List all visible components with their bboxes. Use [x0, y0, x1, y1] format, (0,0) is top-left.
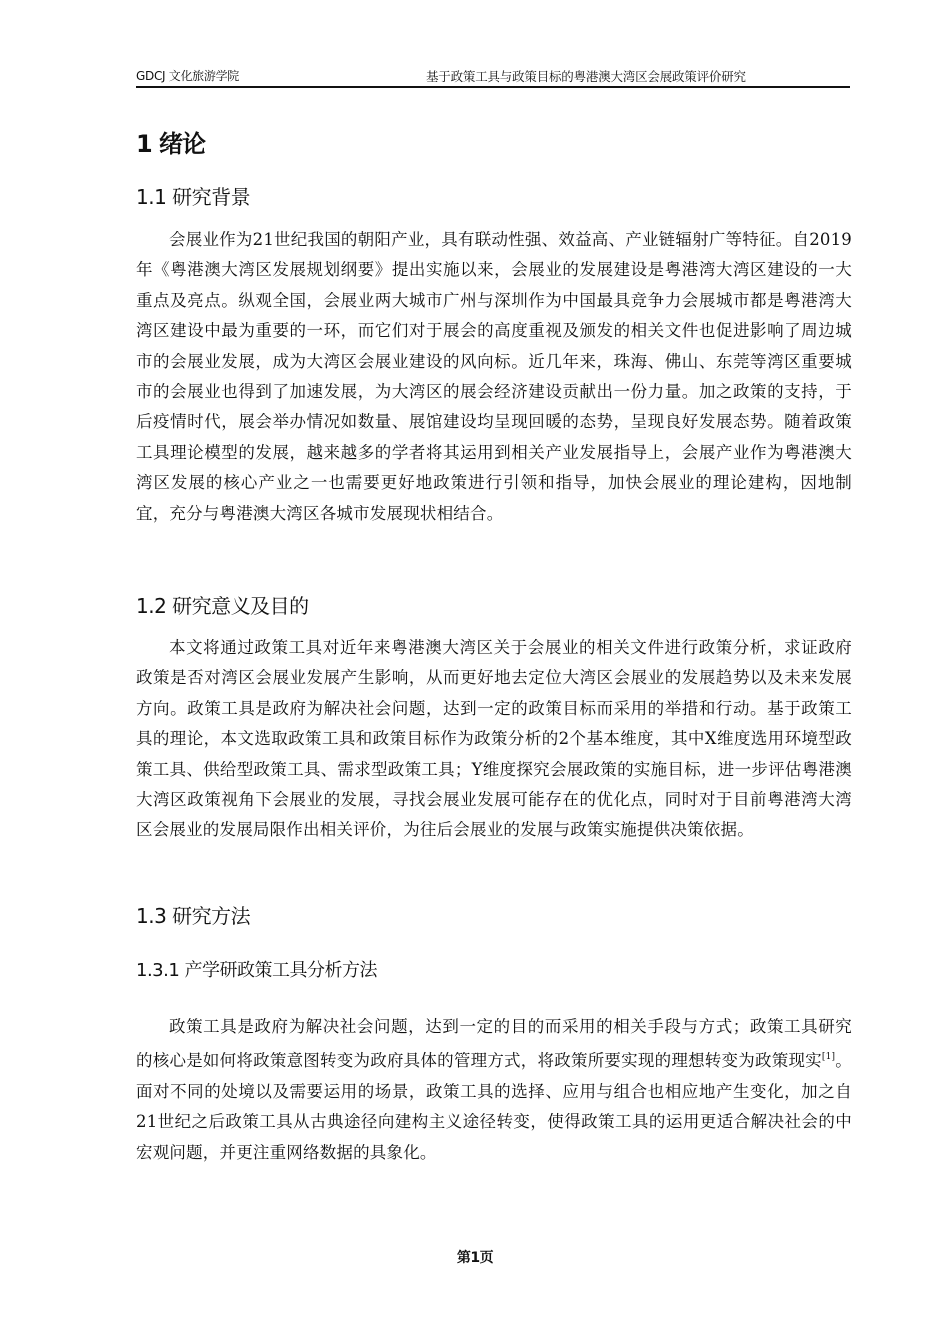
subsection-1-3-1-paragraph: [136, 1012, 852, 1168]
paragraph-text-part2: 。面对不同的处境以及需要运用的场景，政策工具的选择、应用与组合也相应地产生变化，加之自21世纪之后政策工具从古典途径向建构主义途径转变，使得政策工具的运用更适合解决社会的中宏观问题，并更注重网络数据的具象化。: [136, 1051, 852, 1162]
header-institution: GDCJ 文化旅游学院: [136, 69, 239, 83]
citation-ref[interactable]: [1]: [821, 1052, 836, 1063]
page-header: [136, 66, 850, 88]
header-thesis-title: 基于政策工具与政策目标的粤港澳大湾区会展政策评价研究: [426, 69, 746, 84]
chapter-title: 1 绪论: [136, 130, 206, 158]
page-number: 第1页: [456, 1250, 494, 1266]
section-1-1-paragraph: 会展业作为21世纪我国的朝阳产业，具有联动性强、效益高、产业链辐射广等特征。自2019年《粤港澳大湾区发展规划纲要》提出实施以来，会展业的发展建设是粤港湾大湾区建设的一大重点及亮点。纵观全国，会展业两大城市广州与深圳作为中国最具竞争力会展城市都是粤港湾大湾区建设中最为重要的一环，而它们对于展会的高度重视及颁发的相关文件也促进影响了周边城市的会展业发展，成为大湾区会展业建设的风向标。近几年来，珠海、佛山、东莞等湾区重要城市的会展业也得到了加速发展，为大湾区的展会经济建设贡献出一份力量。加之政策的支持，于后疫情时代，展会举办情况如数量、展馆建设均呈现回暖的态势，呈现良好发展态势。随着政策工具理论模型的发展，越来越多的学者将其运用到相关产业发展指导上，会展产业作为粤港澳大湾区发展的核心产业之一也需要更好地政策进行引领和指导，加快会展业的理论建构，因地制宜，充分与粤港澳大湾区各城市发展现状相结合。: [136, 230, 852, 523]
section-title-1-3: 1.3 研究方法: [136, 904, 251, 928]
subsection-title-1-3-1: 1.3.1 产学研政策工具分析方法: [136, 960, 378, 981]
paragraph-text-part1: 政策工具是政府为解决社会问题，达到一定的目的而采用的相关手段与方式；政策工具研究的核心是如何将政策意图转变为政府具体的管理方式，将政策所要实现的理想转变为政策现实: [136, 1017, 852, 1071]
section-title-1-1: 1.1 研究背景: [136, 185, 251, 209]
section-title-1-2: 1.2 研究意义及目的: [136, 594, 309, 618]
section-1-2-paragraph: 本文将通过政策工具对近年来粤港澳大湾区关于会展业的相关文件进行政策分析，求证政府政策是否对湾区会展业发展产生影响，从而更好地去定位大湾区会展业的发展趋势以及未来发展方向。政策工具是政府为解决社会问题，达到一定的政策目标而采用的举措和行动。基于政策工具的理论，本文选取政策工具和政策目标作为政策分析的2个基本维度，其中X维度选用环境型政策工具、供给型政策工具、需求型政策工具；Y维度探究会展政策的实施目标，进一步评估粤港澳大湾区政策视角下会展业的发展，寻找会展业发展可能存在的优化点，同时对于目前粤港湾大湾区会展业的发展局限作出相关评价，为往后会展业的发展与政策实施提供决策依据。: [136, 638, 852, 840]
